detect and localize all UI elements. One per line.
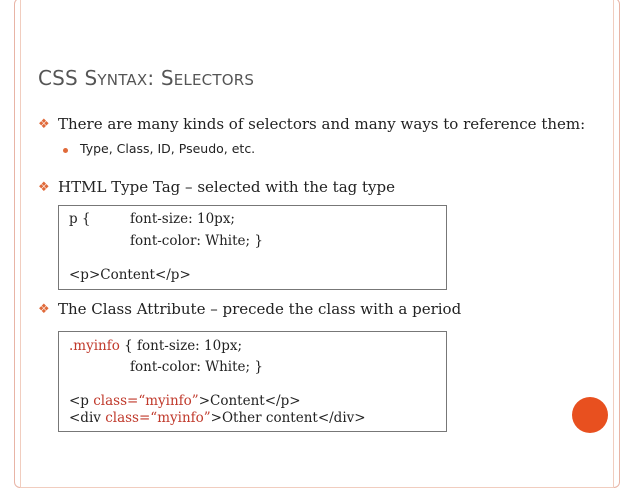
sub-bullet-icon bbox=[63, 148, 68, 153]
bullet-icon: ❖ bbox=[38, 302, 50, 317]
code-class-attr: class=“myinfo” bbox=[93, 393, 199, 409]
code-line-class-selector bbox=[69, 338, 242, 354]
bullet-3-text: The Class Attribute – precede the class with a period bbox=[58, 300, 462, 318]
code-tag-open: <div bbox=[69, 410, 106, 426]
title-part-1: CSS S bbox=[38, 66, 98, 90]
code-tag-rest: >Content</p> bbox=[198, 393, 301, 409]
code-tag-rest: >Other content</div> bbox=[210, 410, 366, 426]
code-html-p: <p>Content</p> bbox=[69, 267, 191, 283]
code-class-name: .myinfo bbox=[69, 338, 120, 354]
code-decl-font-color: font-color: White; } bbox=[130, 359, 263, 375]
slide-title bbox=[38, 66, 254, 90]
bullet-2-text: HTML Type Tag – selected with the tag type bbox=[58, 178, 395, 196]
title-part-2: YNTAX bbox=[97, 71, 148, 89]
bullet-icon: ❖ bbox=[38, 180, 50, 195]
code-decl-font-size: font-size: 10px; bbox=[130, 211, 235, 227]
code-decl-font-size: { font-size: 10px; bbox=[119, 338, 243, 354]
bullet-1-text: There are many kinds of selectors and many ways to reference them: bbox=[58, 115, 586, 133]
code-tag-open: <p bbox=[69, 393, 94, 409]
code-box-class-selector bbox=[58, 331, 447, 432]
code-box-type-selector bbox=[58, 205, 447, 290]
title-part-3: : S bbox=[147, 66, 174, 90]
code-line-p-class bbox=[69, 393, 301, 409]
code-selector-p: p { bbox=[69, 211, 91, 227]
decorative-circle bbox=[572, 397, 608, 433]
bullet-1-subtext: Type, Class, ID, Pseudo, etc. bbox=[80, 141, 256, 156]
code-decl-font-color: font-color: White; } bbox=[130, 233, 263, 249]
code-class-attr: class=“myinfo” bbox=[105, 410, 211, 426]
title-part-4: ELECTORS bbox=[173, 71, 255, 89]
bullet-icon: ❖ bbox=[38, 117, 50, 132]
code-line-div-class bbox=[69, 410, 366, 426]
